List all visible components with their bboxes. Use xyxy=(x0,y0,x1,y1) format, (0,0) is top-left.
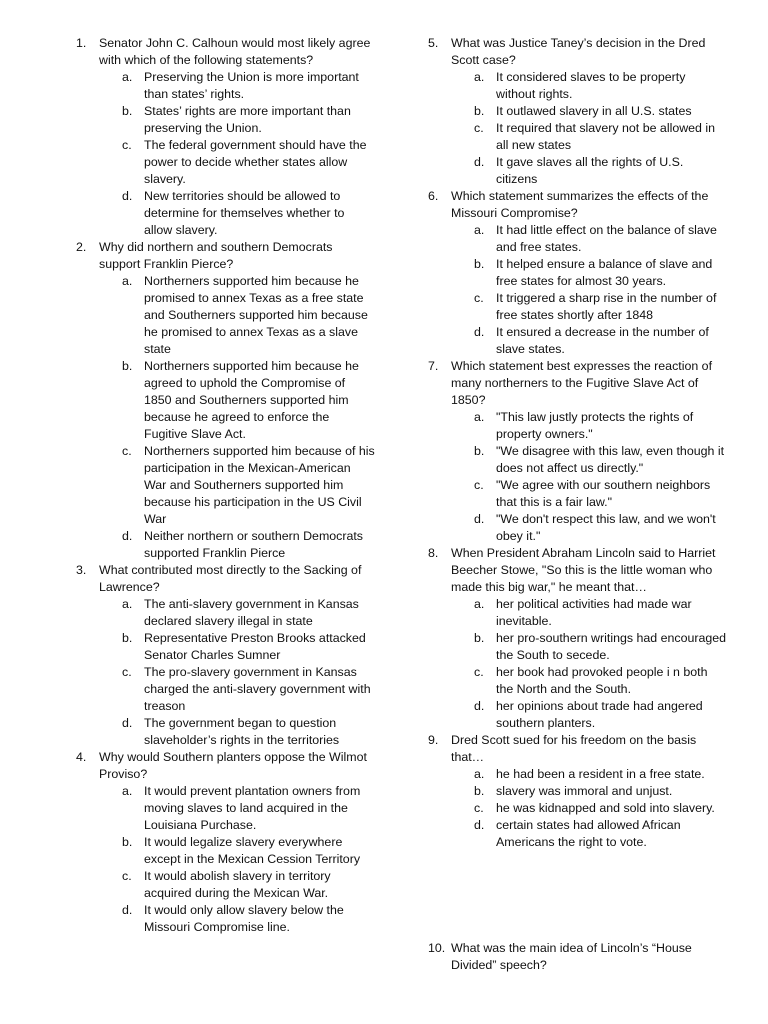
option-letter: c. xyxy=(474,801,484,815)
option-text: her opinions about trade had angered southern planters. xyxy=(496,699,703,730)
question-number: 5. xyxy=(428,36,439,50)
answer-option xyxy=(122,358,376,443)
option-letter: d. xyxy=(474,699,485,713)
option-letter: d. xyxy=(474,325,485,339)
question-text: What was Justice Taney’s decision in the Dred Scott case? xyxy=(451,36,706,67)
option-letter: d. xyxy=(122,903,133,917)
question-text: Senator John C. Calhoun would most likely agree with which of the following statements? xyxy=(99,36,371,67)
answer-option xyxy=(122,868,376,902)
option-letter: c. xyxy=(122,665,132,679)
option-letter: b. xyxy=(474,631,485,645)
question-number: 7. xyxy=(428,359,439,373)
option-text: It would legalize slavery everywhere except in the Mexican Cession Territory xyxy=(144,835,361,866)
answer-option xyxy=(474,511,728,545)
question-text: Which statement best expresses the reaction of many northerners to the Fugitive Slave Act of 1850? xyxy=(451,359,713,407)
question-2 xyxy=(76,239,376,562)
option-text: The anti-slavery government in Kansas declared slavery illegal in state xyxy=(144,597,359,628)
answer-option xyxy=(474,817,728,851)
option-text: Northerners supported him because of his participation in the Mexican-American War and Southerners supported him because his participation in the US Civil War xyxy=(144,444,375,526)
answer-option xyxy=(474,222,728,256)
option-letter: c. xyxy=(122,444,132,458)
question-number: 9. xyxy=(428,733,439,747)
option-letter: b. xyxy=(122,104,133,118)
option-text: "We agree with our southern neighbors that this is a fair law." xyxy=(496,478,711,509)
answer-option xyxy=(122,783,376,834)
question-text: Which statement summarizes the effects of the Missouri Compromise? xyxy=(451,189,709,220)
option-text: It had little effect on the balance of slave and free states. xyxy=(496,223,717,254)
answer-option xyxy=(122,443,376,528)
option-text: It outlawed slavery in all U.S. states xyxy=(496,104,692,118)
option-text: Northerners supported him because he agreed to uphold the Compromise of 1850 and Southerners supported him because he agreed to enforce the Fugitive Slave Act. xyxy=(144,359,359,441)
answer-option xyxy=(474,120,728,154)
option-letter: d. xyxy=(122,189,133,203)
option-letter: b. xyxy=(474,444,485,458)
option-text: It ensured a decrease in the number of slave states. xyxy=(496,325,709,356)
answer-option xyxy=(474,630,728,664)
option-text: It would abolish slavery in territory acquired during the Mexican War. xyxy=(144,869,331,900)
answer-option xyxy=(122,630,376,664)
option-letter: a. xyxy=(122,70,133,84)
question-8 xyxy=(428,545,728,732)
option-letter: a. xyxy=(474,410,485,424)
option-text: It required that slavery not be allowed in all new states xyxy=(496,121,716,152)
option-text: her pro-southern writings had encouraged the South to secede. xyxy=(496,631,727,662)
option-text: It helped ensure a balance of slave and free states for almost 30 years. xyxy=(496,257,713,288)
option-letter: b. xyxy=(122,631,133,645)
option-text: he had been a resident in a free state. xyxy=(496,767,705,781)
question-number: 3. xyxy=(76,563,87,577)
question-number: 4. xyxy=(76,750,87,764)
option-letter: a. xyxy=(474,597,485,611)
option-text: certain states had allowed African Americans the right to vote. xyxy=(496,818,681,849)
option-letter: b. xyxy=(474,257,485,271)
option-letter: d. xyxy=(474,818,485,832)
option-text: The pro-slavery government in Kansas charged the anti-slavery government with treason xyxy=(144,665,371,713)
option-text: States’ rights are more important than preserving the Union. xyxy=(144,104,351,135)
option-letter: d. xyxy=(474,155,485,169)
question-text: What was the main idea of Lincoln’s “House Divided” speech? xyxy=(451,941,692,972)
question-number: 10. xyxy=(428,941,446,955)
option-letter: a. xyxy=(474,223,485,237)
question-text: Why did northern and southern Democrats support Franklin Pierce? xyxy=(99,240,333,271)
right-column xyxy=(428,35,728,851)
option-letter: b. xyxy=(122,835,133,849)
question-text: When President Abraham Lincoln said to Harriet Beecher Stowe, "So this is the little woman who made this big war," he meant that… xyxy=(451,546,716,594)
question-number: 1. xyxy=(76,36,87,50)
answer-option xyxy=(122,273,376,358)
option-letter: a. xyxy=(474,767,485,781)
answer-option xyxy=(122,664,376,715)
answer-option xyxy=(474,596,728,630)
question-7 xyxy=(428,358,728,545)
left-column xyxy=(76,35,376,936)
option-letter: b. xyxy=(474,104,485,118)
question-1 xyxy=(76,35,376,239)
answer-option xyxy=(122,69,376,103)
option-text: It would only allow slavery below the Missouri Compromise line. xyxy=(144,903,344,934)
question-text: What contributed most directly to the Sacking of Lawrence? xyxy=(99,563,362,594)
option-text: The federal government should have the power to decide whether states allow slavery. xyxy=(144,138,367,186)
answer-option xyxy=(474,324,728,358)
answer-option xyxy=(474,443,728,477)
question-9 xyxy=(428,732,728,851)
option-text: he was kidnapped and sold into slavery. xyxy=(496,801,715,815)
answer-option xyxy=(474,766,728,783)
answer-option xyxy=(122,715,376,749)
answer-option xyxy=(474,256,728,290)
question-number: 6. xyxy=(428,189,439,203)
option-text: "We disagree with this law, even though it does not affect us directly." xyxy=(496,444,725,475)
option-letter: b. xyxy=(122,359,133,373)
answer-option xyxy=(474,103,728,120)
option-text: It triggered a sharp rise in the number of free states shortly after 1848 xyxy=(496,291,717,322)
option-letter: a. xyxy=(122,597,133,611)
option-text: her book had provoked people i n both the North and the South. xyxy=(496,665,708,696)
option-letter: c. xyxy=(474,665,484,679)
question-3 xyxy=(76,562,376,749)
option-letter: c. xyxy=(474,121,484,135)
answer-option xyxy=(474,783,728,800)
answer-option xyxy=(474,698,728,732)
option-letter: c. xyxy=(122,138,132,152)
option-letter: c. xyxy=(474,478,484,492)
option-text: slavery was immoral and unjust. xyxy=(496,784,673,798)
option-text: "This law justly protects the rights of property owners." xyxy=(496,410,694,441)
option-letter: c. xyxy=(122,869,132,883)
answer-option xyxy=(122,596,376,630)
option-text: It gave slaves all the rights of U.S. citizens xyxy=(496,155,684,186)
option-letter: a. xyxy=(474,70,485,84)
answer-option xyxy=(474,69,728,103)
answer-option xyxy=(474,290,728,324)
answer-option xyxy=(122,528,376,562)
option-text: Northerners supported him because he promised to annex Texas as a free state and Southerners supported him because he promised to annex Texas as a slave state xyxy=(144,274,368,356)
option-letter: c. xyxy=(474,291,484,305)
question-text: Why would Southern planters oppose the Wilmot Proviso? xyxy=(99,750,367,781)
answer-option xyxy=(474,664,728,698)
option-text: Representative Preston Brooks attacked Senator Charles Sumner xyxy=(144,631,366,662)
answer-option xyxy=(122,902,376,936)
option-letter: a. xyxy=(122,784,133,798)
option-text: her political activities had made war inevitable. xyxy=(496,597,692,628)
answer-option xyxy=(122,834,376,868)
answer-option xyxy=(122,137,376,188)
question-10 xyxy=(428,940,728,974)
answer-option xyxy=(474,409,728,443)
option-letter: d. xyxy=(122,716,133,730)
question-text: Dred Scott sued for his freedom on the basis that… xyxy=(451,733,697,764)
question-5 xyxy=(428,35,728,188)
question-number: 8. xyxy=(428,546,439,560)
option-letter: d. xyxy=(122,529,133,543)
option-text: It considered slaves to be property without rights. xyxy=(496,70,686,101)
answer-option xyxy=(122,188,376,239)
answer-option xyxy=(474,477,728,511)
option-text: "We don't respect this law, and we won't obey it." xyxy=(496,512,716,543)
option-text: It would prevent plantation owners from moving slaves to land acquired in the Louisiana Purchase. xyxy=(144,784,361,832)
option-letter: b. xyxy=(474,784,485,798)
question-4 xyxy=(76,749,376,936)
question-number: 2. xyxy=(76,240,87,254)
option-text: Neither northern or southern Democrats supported Franklin Pierce xyxy=(144,529,364,560)
option-letter: a. xyxy=(122,274,133,288)
option-letter: d. xyxy=(474,512,485,526)
question-6 xyxy=(428,188,728,358)
option-text: The government began to question slaveholder’s rights in the territories xyxy=(144,716,340,747)
answer-option xyxy=(474,154,728,188)
option-text: New territories should be allowed to determine for themselves whether to allow slavery. xyxy=(144,189,345,237)
answer-option xyxy=(474,800,728,817)
answer-option xyxy=(122,103,376,137)
option-text: Preserving the Union is more important than states’ rights. xyxy=(144,70,359,101)
